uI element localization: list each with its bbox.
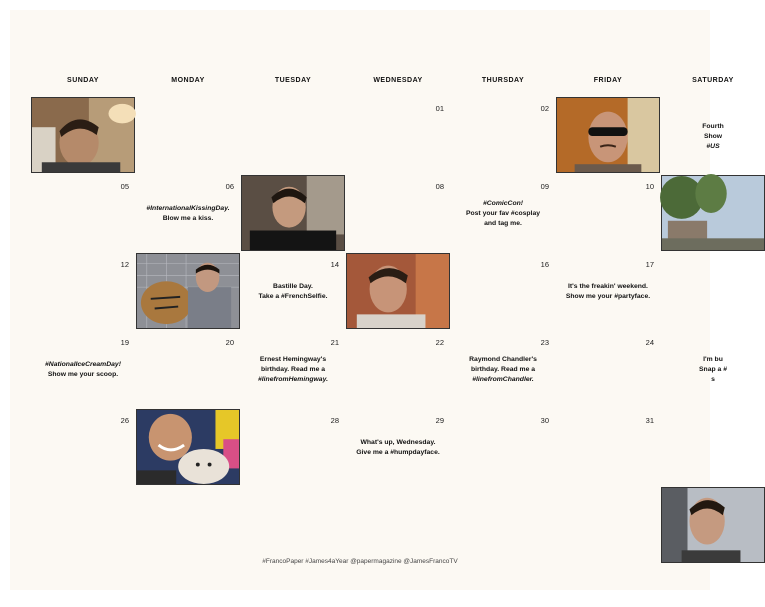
selfie-photo[interactable] [136,409,240,485]
date-number: 12 [120,260,129,269]
date-number: 09 [540,182,549,191]
date-number: 29 [435,416,444,425]
footer-hashtags: #FrancoPaper #James4aYear @papermagazine @JamesFrancoTV [262,558,458,565]
day-header-monday: MONDAY [171,77,205,84]
day-caption: I'm bu Snap a # s [699,356,727,383]
selfie-photo[interactable] [31,97,135,173]
day-header-saturday: SATURDAY [692,77,734,84]
selfie-photo[interactable] [346,253,450,329]
date-number: 30 [540,416,549,425]
day-caption: What's up, Wednesday. Give me a #humpdayface. [356,439,440,456]
selfie-photo[interactable] [136,253,240,329]
day-caption: #InternationalKissingDay. Blow me a kiss. [146,205,230,222]
date-number: 23 [540,338,549,347]
date-number: 05 [120,182,129,191]
date-number: 16 [540,260,549,269]
date-number: 24 [645,338,654,347]
selfie-photo[interactable] [661,487,765,563]
selfie-photo[interactable] [241,175,345,251]
date-number: 22 [435,338,444,347]
date-number: 26 [120,416,129,425]
date-number: 17 [645,260,654,269]
day-caption: Fourth Show #US [702,123,724,150]
date-number: 21 [330,338,339,347]
date-number: 14 [330,260,339,269]
day-caption: #NationalIceCreamDay! Show me your scoop. [45,361,121,378]
calendar-page [10,10,734,590]
selfie-photo[interactable] [556,97,660,173]
date-number: 06 [225,182,234,191]
day-header-tuesday: TUESDAY [274,77,312,84]
day-header-thursday: THURSDAY [481,77,525,84]
day-header-sunday: SUNDAY [67,77,99,84]
day-caption: Bastille Day. Take a #FrenchSelfie. [258,283,328,300]
date-number: 28 [330,416,339,425]
day-caption: Ernest Hemingway's birthday. Read me a #linefromHemingway. [258,356,328,383]
day-caption: It's the freakin' weekend. Show me your #partyface. [565,283,651,300]
selfie-photo[interactable] [661,175,765,251]
date-number: 10 [645,182,654,191]
day-header-wednesday: WEDNESDAY [373,77,423,84]
day-caption: Raymond Chandler's birthday. Read me a #linefromChandler. [469,356,537,383]
date-number: 19 [120,338,129,347]
date-number: 08 [435,182,444,191]
date-number: 02 [540,104,549,113]
day-caption: #ComicCon! Post your fav #cosplay and tag me. [465,200,541,227]
date-number: 20 [225,338,234,347]
day-header-friday: FRIDAY [593,77,623,84]
date-number: 31 [645,416,654,425]
date-number: 01 [435,104,444,113]
